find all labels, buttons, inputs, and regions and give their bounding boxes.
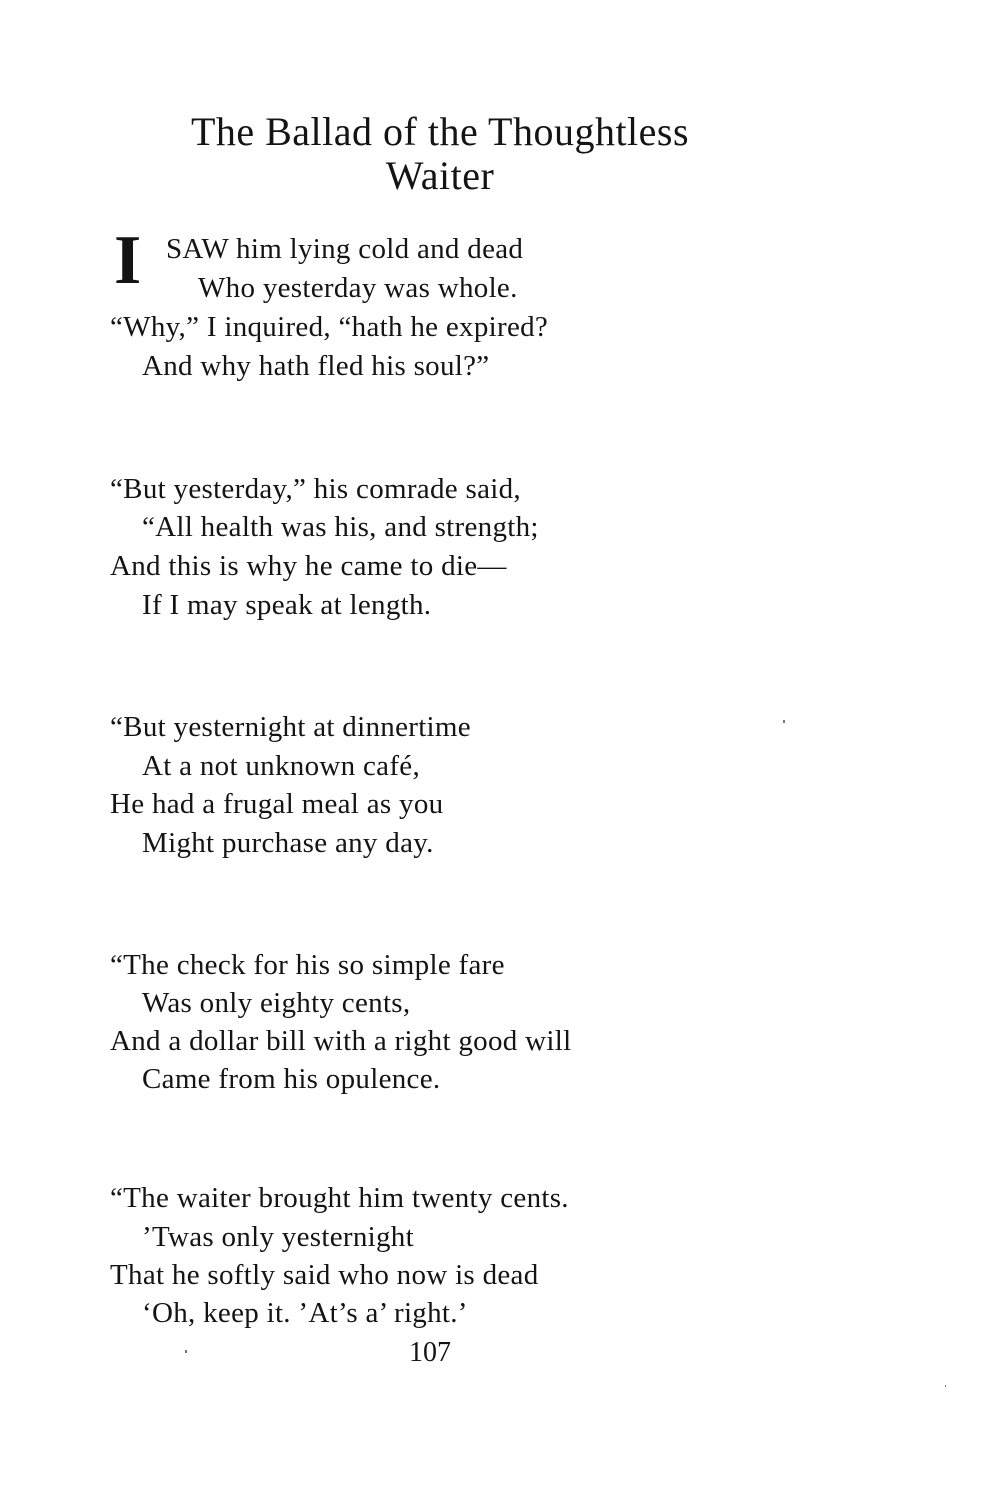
stanza-4-line-1: “The check for his so simple fare xyxy=(110,949,505,981)
stanza-5-line-4: ‘Oh, keep it. ’At’s a’ right.’ xyxy=(142,1297,468,1329)
drop-cap: I xyxy=(114,222,142,299)
stanza-4-line-3: And a dollar bill with a right good will xyxy=(110,1025,572,1057)
stanza-4-line-4: Came from his opulence. xyxy=(142,1063,441,1095)
stanza-2-line-4: If I may speak at length. xyxy=(142,589,432,621)
stanza-3-line-2: At a not unknown café, xyxy=(142,750,420,782)
stanza-3-line-3: He had a frugal meal as you xyxy=(110,788,444,820)
poem-title-continued: Waiter xyxy=(385,153,495,198)
stanza-2-line-1: “But yesterday,” his comrade said, xyxy=(110,473,521,505)
stanza-3-line-1: “But yesternight at dinnertime xyxy=(110,711,471,743)
stanza-2-line-2: “All health was his, and strength; xyxy=(142,511,539,543)
scan-speck xyxy=(945,1385,946,1387)
scan-speck xyxy=(185,1350,187,1353)
stanza-3-line-4: Might purchase any day. xyxy=(142,827,434,859)
stanza-1-line-3: “Why,” I inquired, “hath he expired? xyxy=(110,311,549,343)
scan-speck xyxy=(783,720,785,723)
stanza-2-line-3: And this is why he came to die— xyxy=(110,550,507,582)
poem-title: The Ballad of the Thoughtless xyxy=(190,109,690,154)
stanza-1-line-2: Who yesterday was whole. xyxy=(198,272,518,304)
page-number: 107 xyxy=(409,1337,451,1368)
stanza-5-line-3: That he softly said who now is dead xyxy=(110,1259,539,1291)
stanza-4-line-2: Was only eighty cents, xyxy=(142,987,411,1019)
stanza-5-line-1: “The waiter brought him twenty cents. xyxy=(110,1182,569,1214)
stanza-1-line-4: And why hath fled his soul?” xyxy=(142,350,490,382)
stanza-1-line-1: SAW him lying cold and dead xyxy=(166,233,524,265)
stanza-5-line-2: ’Twas only yesternight xyxy=(142,1221,414,1253)
